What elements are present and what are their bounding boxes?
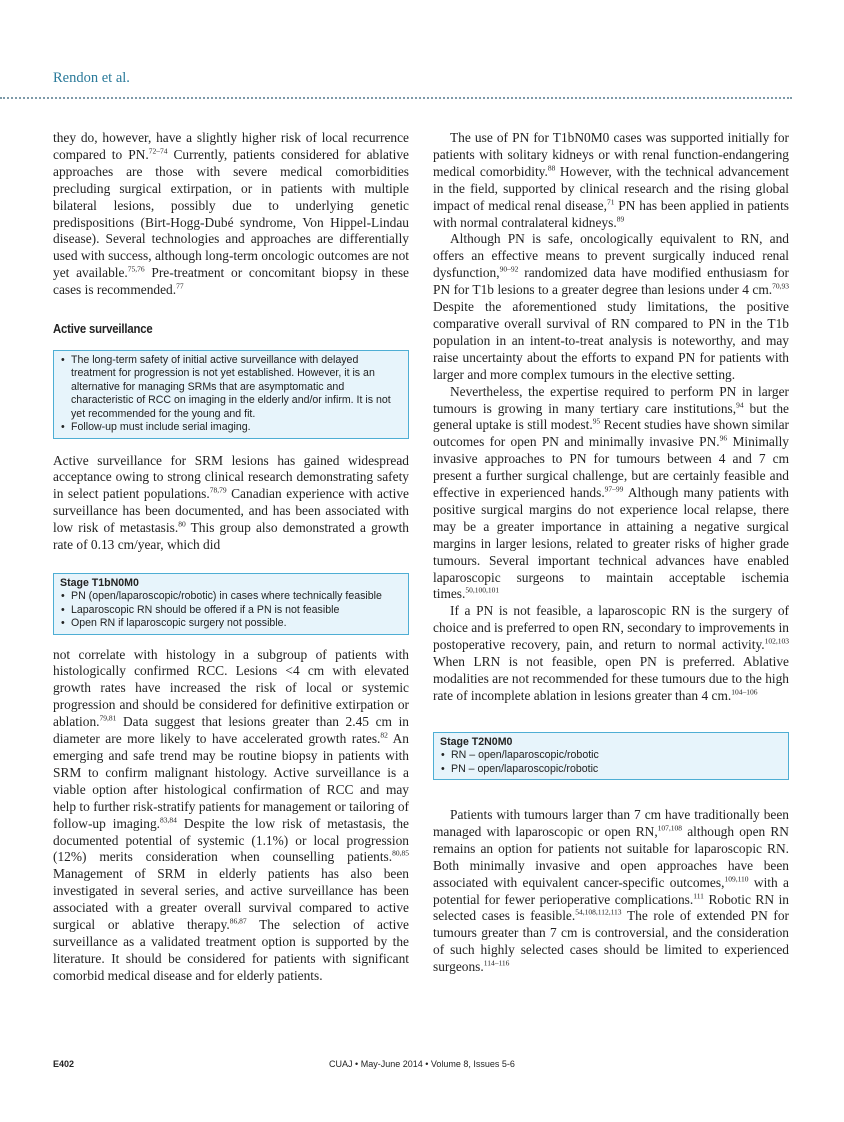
paragraph: Although PN is safe, oncologically equivalent to RN, and offers an effective means to prevent surgically induced renal dysfunction,$^{90-92}$ randomized data have modified enthusiasm for PN for T1b lesions to a greater degree than lesions under 4 cm.$^{70,93}$ Despite the aforementioned study limitations, the positive comparative overall survival of RN compared to PN in the T1b population in an intent-to-treat analysis is noteworthy, and may raise uncertainty about the efforts to expand PN for patients with larger and more complex tumours in the elective setting. — [433, 231, 789, 382]
citation: 83,84 — [160, 815, 177, 825]
paragraph: Active surveillance for SRM lesions has gained widespread acceptance owing to strong clinical research demonstrating safety in select patient populations.$^{78,79}$ Canadian experience with active surveillance has been documented, and has been associated with low risk of metastasis.$^{80}$ This group also demonstrated a growth rate of 0.13 cm/year, which did — [53, 452, 410, 553]
box-bullet: • PN – open/laparoscopic/robotic — [440, 763, 782, 776]
paragraph: Patients with tumours larger than 7 cm have traditionally been managed with laparoscopic or open RN,$^{107,108}$ although open RN remains an option for patients not suitable for laparoscopic RN. Both minimally invasive and open approaches have been associated with equivalent cancer-specific outcomes,$^{109,110}$ with a potential for fewer perioperative complications.$^{111}$ Robotic RN in selected cases is feasible.$^{54,108,112,113}$ The role of extended PN for tumours greater than 7 cm is controversial, and the consideration of such highly selected cases should be limited to experienced surgeons.$^{114-116}$ — [433, 807, 789, 975]
recommendation-box-stage-t2 — [433, 732, 789, 780]
box-bullet: • The long-term safety of initial active surveillance with delayed treatment for progression is not yet established. However, it is an alternative for managing SRMs that are asymptomatic and characteristic of RCC on imaging in the elderly and/or infirm. It is not yet recommended for the young and fit. — [60, 354, 402, 421]
box-title: Stage T1bN0M0 — [60, 576, 139, 589]
recommendation-box-active-surveillance — [53, 350, 409, 438]
citation: 78,79 — [209, 485, 227, 495]
citation: 79,81 — [99, 713, 117, 723]
citation: 102,103 — [764, 636, 789, 646]
paragraph: If a PN is not feasible, a laparoscopic RN is the surgery of choice and is preferred to open RN, secondary to improvements in postoperative recovery, pain, and return to normal activity.$^{102,103}$ When LRN is not feasible, open PN is preferred. Ablative modalities are not recommended for these tumours due to the high rate of incomplete ablation in lesions greater than 4 cm.$^{104-106}$ — [433, 603, 789, 703]
citation: 104–106 — [731, 687, 758, 697]
paragraph: Nevertheless, the expertise required to perform PN in larger tumours is growing in many tertiary care institutions,$^{94}$ but the general uptake is still modest.$^{95}$ Recent studies have shown similar outcomes for open PN and minimally invasive PN.$^{96}$ Minimally invasive approaches to PN for tumours between 4 and 7 cm present a further surgical challenge, but are certainly feasible and effective in experienced hands.$^{97-99}$ Although many patients with positive surgical margins do not experience local relapse, there may be a greater importance in attaining a negative surgical margins in larger lesions, related to greater risks of higher grade tumours. Several important technical advances have enabled laparoscopic surgeons to maintain acceptable ischemia times.$^{50,100,101}$ — [433, 383, 790, 602]
citation: 82 — [380, 730, 388, 740]
journal-info: CUAJ • May-June 2014 • Volume 8, Issues 5-6 — [329, 1059, 515, 1069]
box-bullet: • PN (open/laparoscopic/robotic) in cases where technically feasible — [60, 590, 402, 603]
recommendation-box-stage-t1b — [53, 573, 409, 635]
citation: 75,76 — [127, 264, 145, 274]
running-head: Rendon et al. — [53, 70, 130, 86]
box-bullet: • Laparoscopic RN should be offered if a PN is not feasible — [60, 604, 402, 617]
citation: 86,87 — [229, 916, 247, 926]
citation: 107,108 — [657, 823, 683, 833]
section-heading: Active surveillance — [53, 321, 153, 337]
citation: 95 — [592, 416, 601, 426]
box-title: Stage T2N0M0 — [440, 735, 513, 748]
citation: 80,85 — [392, 848, 409, 858]
citation: 90–92 — [499, 264, 519, 274]
citation: 54,108,112,113 — [575, 908, 622, 917]
right-column — [433, 130, 789, 976]
box-bullet: • RN – open/laparoscopic/robotic — [440, 749, 782, 762]
citation: 50,100,101 — [465, 586, 500, 595]
paragraph: The use of PN for T1bN0M0 cases was supported initially for patients with solitary kidneys or with renal function-endangering medical comorbidity.$^{88}$ However, with the technical advancement in the field, supported by clinical research and the rising global impact of medical renal disease,$^{71}$ PN has been applied in patients with normal contralateral kidneys.$^{89}$ — [433, 130, 789, 230]
header-divider — [0, 97, 792, 99]
left-column — [53, 130, 409, 985]
box-bullet: • Follow-up must include serial imaging. — [60, 421, 402, 434]
paragraph: they do, however, have a slightly higher risk of local recurrence compared to PN.$^{72-74}$ Currently, patients considered for ablative approaches are those with severe medical comorbidities precluding surgical extirpation, or in patients with multiple bilateral lesions, possibly due to underlying genetic predispositions (Birt-Hogg-Dubé syndrome, Von Hippel-Lindau disease). Several technologies and approaches are differentially used with success, although long-term oncologic outcomes are not yet available.$^{75,76}$ Pre-treatment or concomitant biopsy in these cases is recommended.$^{77}$ — [53, 130, 409, 298]
citation: 72–74 — [148, 146, 168, 156]
citation: 111 — [693, 891, 704, 901]
citation: 71 — [606, 197, 615, 207]
citation: 88 — [547, 163, 556, 173]
citation: 70,93 — [772, 281, 789, 291]
citation: 77 — [176, 281, 184, 291]
box-bullet: • Open RN if laparoscopic surgery not possible. — [60, 617, 402, 630]
citation: 96 — [719, 433, 728, 443]
citation: 94 — [736, 400, 744, 410]
paragraph: not correlate with histology in a subgroup of patients with histologically confirmed RCC. Lesions <4 cm with elevated growth rates have increased the risk of local or systemic progression and should be considered for definitive extirpation or ablation.$^{79,81}$ Data suggest that lesions greater than 2.45 cm in diameter are more likely to have accelerated growth rates.$^{82}$ An emerging and safe trend may be routine biopsy in patients with SRM to confirm malignant histology. Active surveillance is a viable option after histological confirmation of RCC and may help to further risk-stratify patients for management or tailoring of follow-up imaging.$^{83,84}$ Despite the low risk of metastasis, the documented potential of systemic (1.1%) or local progression (12%) merits consideration when counselling patients.$^{80,85}$ Management of SRM in elderly patients has also been investigated in several series, and active surveillance has been associated with a greater overall survival compared to active surgical or ablative therapy.$^{86,87}$ The selection of active surveillance as a validated treatment option is supported by the literature. It should be considered for patients with significant comorbid medical disease and for elderly patients. — [53, 646, 410, 983]
citation: 80 — [178, 519, 186, 529]
citation: 109,110 — [724, 874, 749, 884]
citation: 97–99 — [604, 484, 624, 494]
citation: 114–116 — [483, 958, 510, 968]
citation: 89 — [616, 214, 625, 224]
page-number: E402 — [53, 1059, 75, 1069]
